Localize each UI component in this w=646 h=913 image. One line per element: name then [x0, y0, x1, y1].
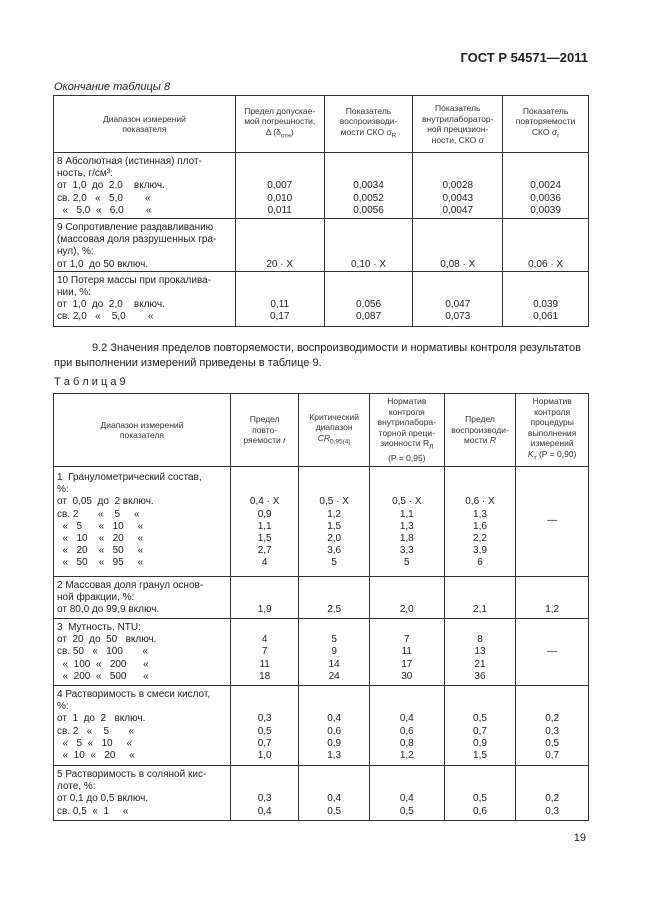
t8-r2-intra: 0,047 0,073 — [413, 271, 503, 326]
table8 — [53, 95, 589, 327]
t9-h-k: Норматив контроля процедуры выполнения измерений $K_т$ (P = 0,90) — [516, 394, 589, 467]
t9-r1-R: 2,1 — [444, 577, 516, 619]
table8-header-row — [54, 96, 589, 153]
t9-r3-rl: 0,4 0,6 0,8 1,2 — [369, 686, 444, 766]
t8-h-repro: Показатель воспроизводи- мости СКО $\sigma_R$ — [324, 96, 413, 153]
table9 — [53, 393, 589, 821]
t9-h-rl: Норматив контроля внутрилабора- торной преци- зионности $R_Л$ (P = 0,95) — [369, 394, 444, 467]
t8-r2-label: 10 Потеря массы при прокалива- нии, %: от 1,0 до 2,0 включ. св. 2,0 « 5,0 « — [54, 271, 236, 326]
t8-r2-repeat: 0,039 0,061 — [503, 271, 589, 326]
t8-h-delta: Предел допускае- мой погрешности, Δ $(\delta_{отн})$ — [235, 96, 324, 153]
paragraph-9-2: 9.2 Значения пределов повторяемости, воспроизводимости и нормативы контроля результатов при выполнении измерений приведены в таблице 9. — [54, 342, 581, 369]
table-row — [54, 153, 589, 219]
t8-r0-label: 8 Абсолютная (истинная) плот- ность, г/см³: от 1,0 до 2,0 включ. св. 2,0 « 5,0 « « 5,0 « 6,0 « — [54, 153, 236, 219]
t8-r0-delta: 0,007 0,010 0,011 — [235, 153, 324, 219]
t9-r4-rl: 0,4 0,5 — [369, 766, 444, 821]
t8-h-repeat: Показатель повторяемости СКО $\sigma_r$ — [503, 96, 589, 153]
t9-r1-rl: 2,0 — [369, 577, 444, 619]
t9-r3-cr: 0,4 0,6 0,9 1,3 — [299, 686, 370, 766]
table8-caption: Окончание таблицы 8 — [54, 81, 171, 93]
t9-h-cr: Критический диапазон $CR_{0,95(4)}$ — [299, 394, 370, 467]
t9-r4-R: 0,5 0,6 — [444, 766, 516, 821]
table9-header-row — [54, 394, 589, 467]
table-row — [54, 271, 589, 326]
t9-r3-label: 4 Растворимость в смеси кислот, %: от 1 до 2 включ. св. 2 « 5 « « 5 « 10 « « 10 « 20 « — [54, 686, 231, 766]
t9-r0-r: 0,4 · X 0,9 1,1 1,5 2,7 4 — [230, 467, 298, 577]
t9-r2-cr: 5 9 14 24 — [299, 619, 370, 686]
t9-h-r: Предел повто- ряемости r — [230, 394, 298, 467]
t8-r0-repeat: 0,0024 0,0036 0,0039 — [503, 153, 589, 219]
t9-h-range: Диапазон измерений показателя — [54, 394, 231, 467]
table-row — [54, 686, 589, 766]
t9-r4-r: 0,3 0,4 — [230, 766, 298, 821]
table-row — [54, 766, 589, 821]
document-code: ГОСТ Р 54571—2011 — [460, 50, 588, 65]
t9-h-R: Предел воспроизводи- мости R — [444, 394, 516, 467]
t9-r3-k: 0,2 0,3 0,5 0,7 — [516, 686, 589, 766]
t9-r0-rl: 0,5 · X 1,1 1,3 1,8 3,3 5 — [369, 467, 444, 577]
t9-r3-R: 0,5 0,7 0,9 1,5 — [444, 686, 516, 766]
t8-r2-delta: 0,11 0,17 — [235, 271, 324, 326]
table-row — [54, 619, 589, 686]
t8-r1-repro: 0,10 · X — [324, 219, 413, 272]
t9-r2-R: 8 13 21 36 — [444, 619, 516, 686]
t9-r1-label: 2 Массовая доля гранул основ- ной фракции, %: от 80,0 до 99,9 включ. — [54, 577, 231, 619]
t8-r1-repeat: 0,06 · X — [503, 219, 589, 272]
t8-r2-repro: 0,056 0,087 — [324, 271, 413, 326]
t8-h-range: Диапазон измерений показателя — [54, 96, 236, 153]
table9-caption: Т а б л и ц а 9 — [54, 376, 126, 388]
t8-r1-label: 9 Сопротивление раздавливанию (массовая доля разрушенных гра- нул), %: от 1,0 до 50 включ. — [54, 219, 236, 272]
page-number: 19 — [573, 832, 586, 844]
t9-r0-R: 0,6 · X 1,3 1,6 2,2 3,9 6 — [444, 467, 516, 577]
t8-r0-repro: 0,0034 0,0052 0,0056 — [324, 153, 413, 219]
table-row — [54, 219, 589, 272]
t9-r1-k: 1,2 — [516, 577, 589, 619]
t8-r1-intra: 0,08 · X — [413, 219, 503, 272]
t9-r3-r: 0,3 0,5 0,7 1,0 — [230, 686, 298, 766]
t9-r2-r: 4 7 11 18 — [230, 619, 298, 686]
t9-r1-cr: 2,5 — [299, 577, 370, 619]
t9-r0-k: — — [516, 467, 589, 577]
t9-r2-rl: 7 11 17 30 — [369, 619, 444, 686]
t8-r1-delta: 20 · X — [235, 219, 324, 272]
t9-r4-cr: 0,4 0,5 — [299, 766, 370, 821]
t9-r4-k: 0,2 0,3 — [516, 766, 589, 821]
t9-r2-label: 3 Мутность, NTU: от 20 до 50 включ. св. 50 « 100 « « 100 « 200 « « 200 « 500 « — [54, 619, 231, 686]
t8-r0-intra: 0,0028 0,0043 0,0047 — [413, 153, 503, 219]
t8-h-intra: Показатель внутрилаборатор- ной прецизион- ности, СКО σ — [413, 96, 503, 153]
t9-r0-cr: 0,5 · X 1,2 1,5 2,0 3,6 5 — [299, 467, 370, 577]
table-row — [54, 577, 589, 619]
table-row — [54, 467, 589, 577]
t9-r4-label: 5 Растворимость в соляной кис- лоте, %: от 0,1 до 0,5 включ. св. 0,5 « 1 « — [54, 766, 231, 821]
t9-r2-k: — — [516, 619, 589, 686]
t9-r0-label: 1 Гранулометрический состав, %: от 0,05 до 2 включ. св. 2 « 5 « « 5 « 10 « « 10 « 20 « « 20 « 50 « « 50 « 95 « — [54, 467, 231, 577]
t9-r1-r: 1,9 — [230, 577, 298, 619]
